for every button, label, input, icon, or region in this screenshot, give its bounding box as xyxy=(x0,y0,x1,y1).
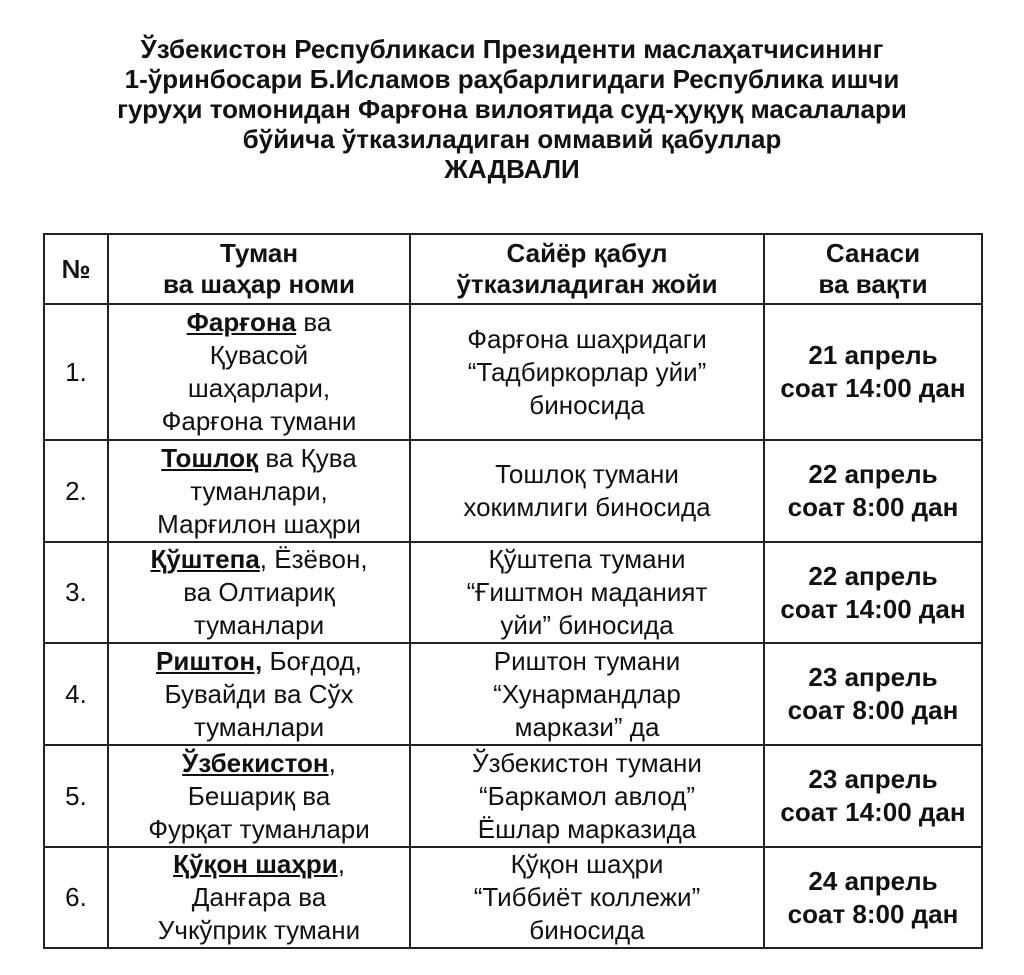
row-number: 1. xyxy=(44,304,108,440)
district-highlight: Фарғона xyxy=(186,307,297,337)
header-line: Санаси xyxy=(825,238,921,268)
time-line: соат 8:00 дан xyxy=(787,492,959,522)
table-row xyxy=(44,643,982,745)
header-location xyxy=(410,234,764,304)
title-line: бўйича ўтказиладиган оммавий қабуллар xyxy=(242,124,782,154)
location-cell xyxy=(410,847,764,948)
district-line: туманлари xyxy=(193,711,325,742)
district-cell xyxy=(108,643,410,745)
location-line: биносида xyxy=(529,389,645,420)
time-line: соат 8:00 дан xyxy=(787,695,959,725)
location-cell xyxy=(410,304,764,440)
district-first-line xyxy=(115,848,403,881)
location-line: уйи” биносида xyxy=(500,610,674,640)
district-text: ва xyxy=(303,307,332,337)
header-line: Сайёр қабул xyxy=(506,238,668,268)
district-line: Бешариқ ва xyxy=(187,780,331,811)
date-cell xyxy=(764,304,982,440)
header-line: ва вақти xyxy=(818,269,928,299)
document-title xyxy=(0,34,1024,184)
header-date xyxy=(764,234,982,304)
time-line: соат 8:00 дан xyxy=(787,898,959,929)
district-cell xyxy=(108,847,410,948)
location-line: Риштон тумани xyxy=(493,645,681,676)
district-line: шаҳарлари, xyxy=(187,373,331,403)
district-text: , xyxy=(337,849,345,879)
header-line: Туман xyxy=(219,238,299,268)
title-heading: ЖАДВАЛИ xyxy=(444,154,580,184)
date-line: 22 апрель xyxy=(808,459,938,489)
district-first-line xyxy=(115,442,403,475)
title-line: 1-ўринбосари Б.Исламов раҳбарлигидаги Республика ишчи xyxy=(124,64,900,94)
district-line: Фурқат туманлари xyxy=(148,813,370,844)
district-text: ва Қува xyxy=(265,442,357,473)
row-number: 3. xyxy=(44,542,108,643)
date-cell xyxy=(764,643,982,745)
date-cell xyxy=(764,745,982,847)
district-first-line xyxy=(115,306,403,339)
date-cell xyxy=(764,847,982,948)
district-line: туманлари, xyxy=(190,475,328,506)
district-highlight: Қўқон шаҳри xyxy=(173,849,338,879)
schedule-table xyxy=(43,233,983,949)
location-cell xyxy=(410,440,764,542)
district-highlight: Ўзбекистон xyxy=(182,747,329,778)
date-line: 23 апрель xyxy=(808,764,938,794)
district-line: Фарғона тумани xyxy=(161,406,357,436)
table-row xyxy=(44,745,982,847)
row-number: 2. xyxy=(44,440,108,542)
row-number: 5. xyxy=(44,745,108,847)
district-line: Учкўприк тумани xyxy=(157,915,361,945)
location-line: Қўқон шаҳри xyxy=(510,849,664,879)
table-row xyxy=(44,304,982,440)
district-highlight: Риштон, xyxy=(156,645,263,676)
location-line: Қўштепа тумани xyxy=(488,544,686,574)
location-line: Ўзбекистон тумани xyxy=(472,747,702,778)
location-line: “Баркамол авлод” xyxy=(478,780,696,811)
location-line: Фарғона шаҳридаги xyxy=(467,323,707,354)
district-cell xyxy=(108,440,410,542)
title-line: Ўзбекистон Республикаси Президенти маслаҳатчисининг xyxy=(140,34,884,64)
district-first-line xyxy=(115,747,403,780)
time-line: соат 14:00 дан xyxy=(780,797,966,827)
district-line: Қувасой xyxy=(209,340,309,370)
header-district xyxy=(108,234,410,304)
header-line: ўтказиладиган жойи xyxy=(456,269,718,299)
district-cell xyxy=(108,542,410,643)
location-line: “Тиббиёт коллежи” xyxy=(473,882,701,912)
location-line: “Ғиштмон маданият xyxy=(466,577,708,607)
district-line: Данғара ва xyxy=(191,882,327,912)
date-cell xyxy=(764,542,982,643)
location-line: Ёшлар марказида xyxy=(477,813,697,844)
header-num: № xyxy=(44,234,108,304)
district-text: , xyxy=(328,747,336,778)
district-first-line xyxy=(115,543,403,576)
row-number: 4. xyxy=(44,643,108,745)
date-line: 22 апрель xyxy=(808,560,938,591)
location-cell xyxy=(410,745,764,847)
location-cell xyxy=(410,643,764,745)
row-number: 6. xyxy=(44,847,108,948)
location-line: биносида xyxy=(529,915,645,945)
date-line: 21 апрель xyxy=(808,340,938,370)
district-line: ва Олтиариқ xyxy=(183,577,335,607)
district-highlight: Тошлоқ xyxy=(161,442,259,473)
location-line: Тошлоқ тумани xyxy=(495,459,679,489)
location-cell xyxy=(410,542,764,643)
location-line: “Хунармандлар xyxy=(493,678,681,709)
table-row xyxy=(44,847,982,948)
district-first-line xyxy=(115,645,403,678)
table-row xyxy=(44,542,982,643)
district-text: , Ёзёвон, xyxy=(259,544,368,574)
district-text: Боғдод, xyxy=(269,645,362,676)
district-highlight: Қўштепа xyxy=(150,544,260,574)
district-line: туманлари xyxy=(193,610,325,640)
location-line: маркази” да xyxy=(514,711,660,742)
table-row xyxy=(44,440,982,542)
district-line: Бувайди ва Сўх xyxy=(164,678,354,709)
location-line: хокимлиги биносида xyxy=(463,492,711,522)
district-cell xyxy=(108,304,410,440)
date-line: 24 апрель xyxy=(808,865,938,896)
district-cell xyxy=(108,745,410,847)
location-line: “Тадбиркорлар уйи” xyxy=(467,356,707,387)
table-header-row xyxy=(44,234,982,304)
district-line: Марғилон шаҳри xyxy=(157,508,361,539)
date-cell xyxy=(764,440,982,542)
time-line: соат 14:00 дан xyxy=(780,373,966,403)
time-line: соат 14:00 дан xyxy=(780,593,966,624)
header-line: ва шаҳар номи xyxy=(163,269,355,299)
date-line: 23 апрель xyxy=(808,662,938,692)
title-line: гуруҳи томонидан Фарғона вилоятида суд-ҳуқуқ масалалари xyxy=(117,94,907,124)
